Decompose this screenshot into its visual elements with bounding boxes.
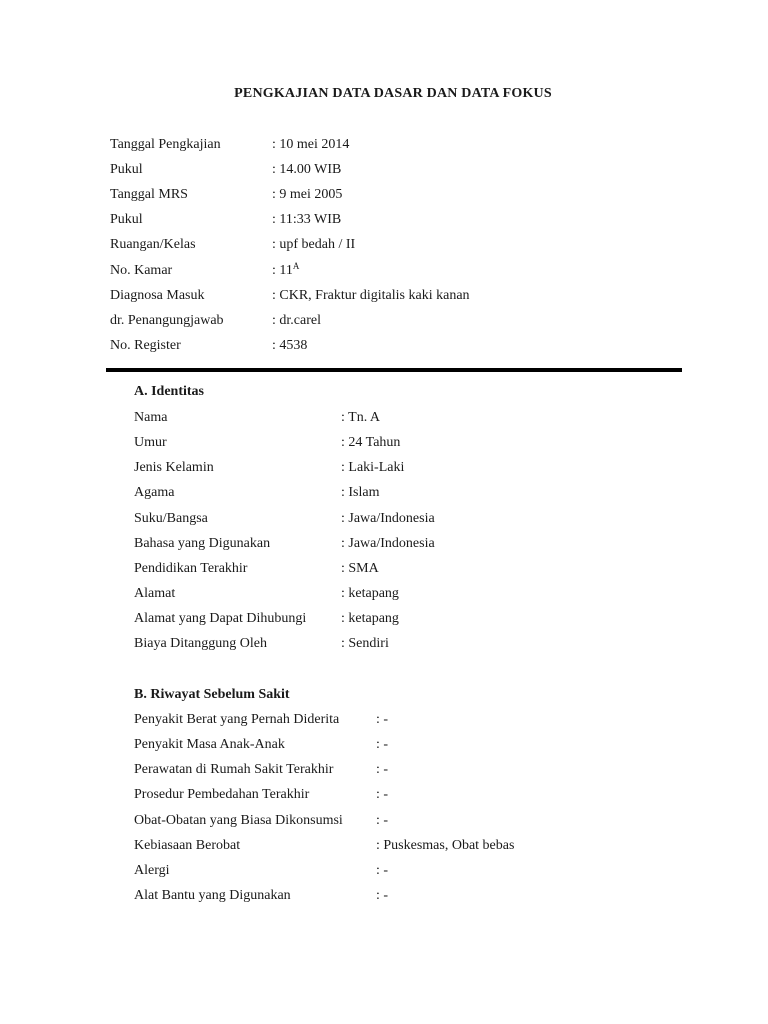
field-label: Prosedur Pembedahan Terakhir [134, 787, 310, 802]
field-value: : Puskesmas, Obat bebas [376, 838, 515, 853]
field-label: Biaya Ditanggung Oleh [134, 636, 267, 651]
field-value: : - [376, 888, 389, 903]
field-value: : 10 mei 2014 [272, 137, 350, 152]
field-value: : - [376, 863, 389, 878]
field-label: Diagnosa Masuk [110, 288, 205, 303]
field-value: : 14.00 WIB [272, 162, 342, 177]
field-value: : - [376, 762, 389, 777]
field-value: : ketapang [341, 586, 399, 601]
kamar-superscript: A [292, 261, 300, 271]
field-value: : upf bedah / II [272, 237, 356, 252]
field-value [272, 261, 299, 281]
field-value: : Laki-Laki [341, 460, 405, 475]
field-value: : SMA [341, 561, 379, 576]
field-label: Alergi [134, 863, 170, 878]
field-label: Tanggal MRS [110, 187, 188, 202]
field-label: Ruangan/Kelas [110, 237, 196, 252]
field-value: : 24 Tahun [341, 435, 401, 450]
field-value: : 4538 [272, 338, 308, 353]
field-label: Bahasa yang Digunakan [134, 536, 271, 551]
field-label: Pukul [110, 212, 143, 227]
field-value: : dr.carel [272, 313, 321, 328]
field-value: : Jawa/Indonesia [341, 511, 435, 526]
field-label: Pendidikan Terakhir [134, 561, 248, 576]
field-label: Penyakit Berat yang Pernah Diderita [134, 712, 340, 727]
field-value: : Jawa/Indonesia [341, 536, 435, 551]
field-label: No. Register [110, 338, 181, 353]
field-label: No. Kamar [110, 263, 173, 278]
section-divider [106, 368, 682, 372]
field-value: : Islam [341, 485, 380, 500]
field-value: : - [376, 787, 389, 802]
section-b-heading: B. Riwayat Sebelum Sakit [134, 687, 290, 702]
page-title: PENGKAJIAN DATA DASAR DAN DATA FOKUS [234, 86, 552, 101]
field-label: Pukul [110, 162, 143, 177]
field-value: : 11:33 WIB [272, 212, 342, 227]
field-value: : Sendiri [341, 636, 389, 651]
kamar-number: : 11 [272, 263, 293, 278]
field-value: : Tn. A [341, 410, 381, 425]
field-label: Alat Bantu yang Digunakan [134, 888, 291, 903]
field-value: : - [376, 813, 389, 828]
field-value: : ketapang [341, 611, 399, 626]
field-label: Alamat [134, 586, 176, 601]
field-label: Nama [134, 410, 168, 425]
field-label: Jenis Kelamin [134, 460, 214, 475]
field-label: Obat-Obatan yang Biasa Dikonsumsi [134, 813, 343, 828]
field-label: Suku/Bangsa [134, 511, 208, 526]
field-value: : 9 mei 2005 [272, 187, 343, 202]
field-label: Umur [134, 435, 167, 450]
section-a-heading: A. Identitas [134, 384, 205, 399]
field-label: Perawatan di Rumah Sakit Terakhir [134, 762, 334, 777]
field-label: Alamat yang Dapat Dihubungi [134, 611, 307, 626]
field-value: : - [376, 712, 389, 727]
field-value: : CKR, Fraktur digitalis kaki kanan [272, 288, 470, 303]
field-label: dr. Penangungjawab [110, 313, 224, 328]
field-label: Tanggal Pengkajian [110, 137, 221, 152]
field-label: Penyakit Masa Anak-Anak [134, 737, 285, 752]
field-value: : - [376, 737, 389, 752]
field-label: Kebiasaan Berobat [134, 838, 241, 853]
field-label: Agama [134, 485, 175, 500]
